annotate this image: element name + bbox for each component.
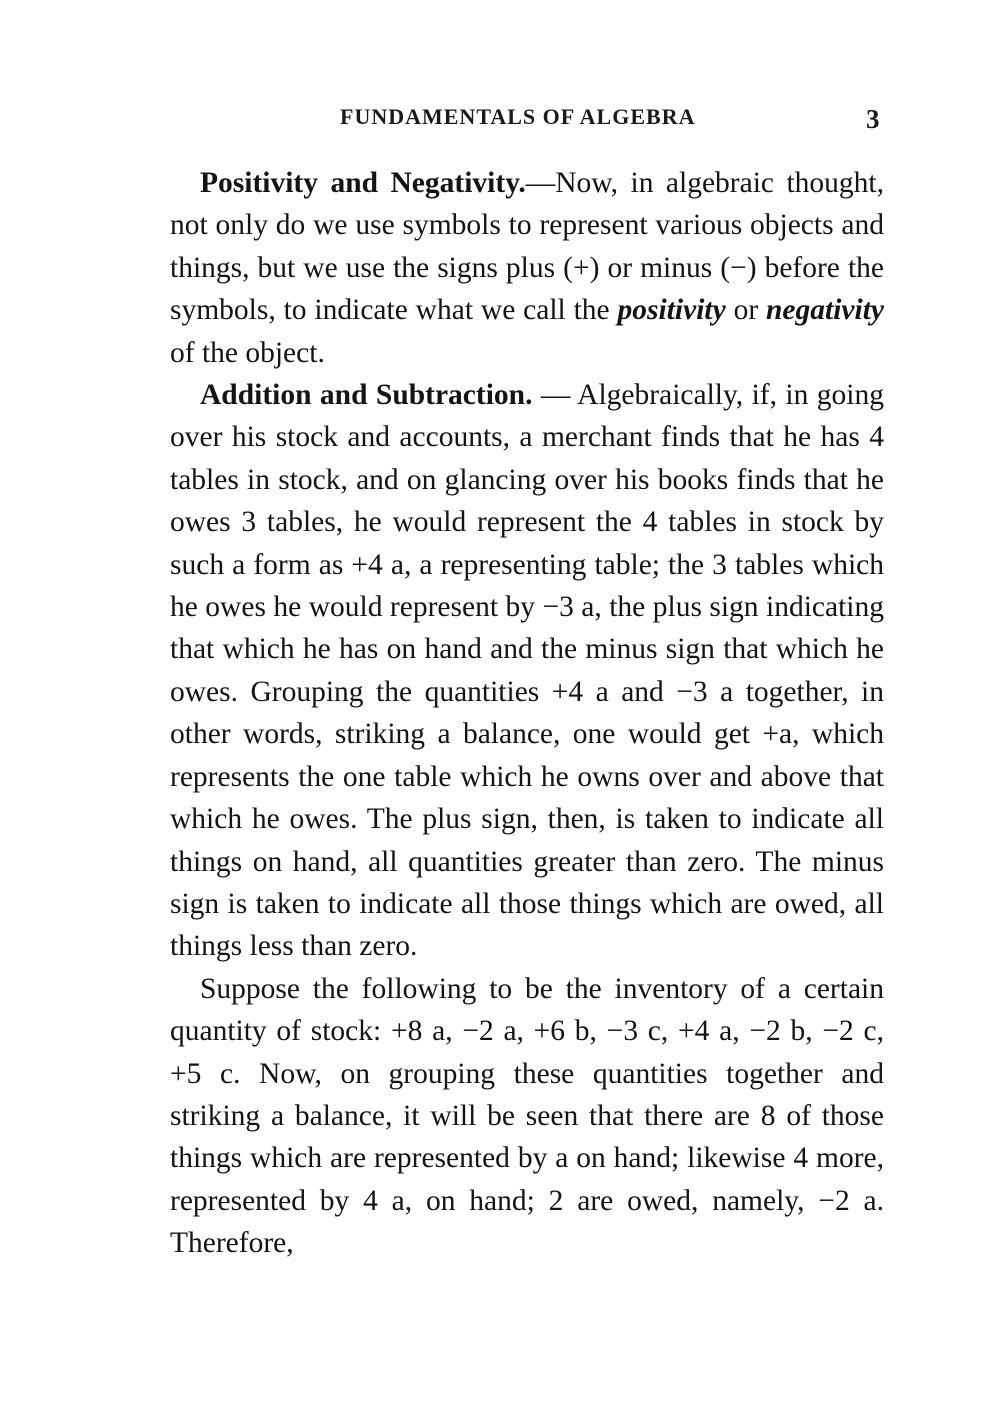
paragraph-text: — Algebraically, if, in going over his stock and accounts, a merchant finds that he has 4 tables in stock, and on glancing over his books finds that he owes 3 tables, he would represent the 4 tables in stock by such a form as +4 a, a representing table; the 3 tables which he owes he would represent by −3 a, the plus sign indicating that which he has on hand and the minus sign that which he owes. Grouping the quantities +4 a and −3 a together, in other words, striking a balance, one would get +a, which represents the one table which he owns over and above that which he owes. The plus sign, then, is taken to indicate all things on hand, all quantities greater than zero. The minus sign is taken to indicate all those things which are owed, all things less than zero.	[170, 379, 885, 963]
italic-term-negativity: negativity	[766, 294, 884, 327]
running-head: FUNDAMENTALS OF ALGEBRA	[340, 104, 696, 129]
paragraph-text: or	[725, 294, 767, 327]
section-heading-positivity: Positivity and Negativity.	[200, 167, 526, 199]
paragraph-inventory	[170, 968, 884, 1265]
section-heading-addition: Addition and Subtraction.	[200, 379, 533, 412]
paragraph-addition-subtraction	[170, 374, 884, 968]
page-number: 3	[866, 104, 880, 134]
italic-term-positivity: positivity	[617, 294, 726, 327]
paragraph-positivity	[170, 162, 884, 374]
body-text	[170, 162, 884, 1265]
paragraph-text: —Now, in algebraic thought, not only do we use symbols to represent various objects and things, but we use the signs plus (+) or minus (−) before the symbols, to indicate what we call the	[170, 167, 885, 327]
paragraph-text: of the object.	[170, 336, 325, 369]
paragraph-text: Suppose the following to be the inventory of a certain quantity of stock: +8 a, −2 a, +6 b, −3 c, +4 a, −2 b, −2 c, +5 c. Now, on grouping these quantities together and striking a balance, it will be seen that there are 8 of those things which are represented by a on hand; likewise 4 more, represented by 4 a, on hand; 2 are owed, namely, −2 a. Therefore,	[170, 972, 884, 1260]
